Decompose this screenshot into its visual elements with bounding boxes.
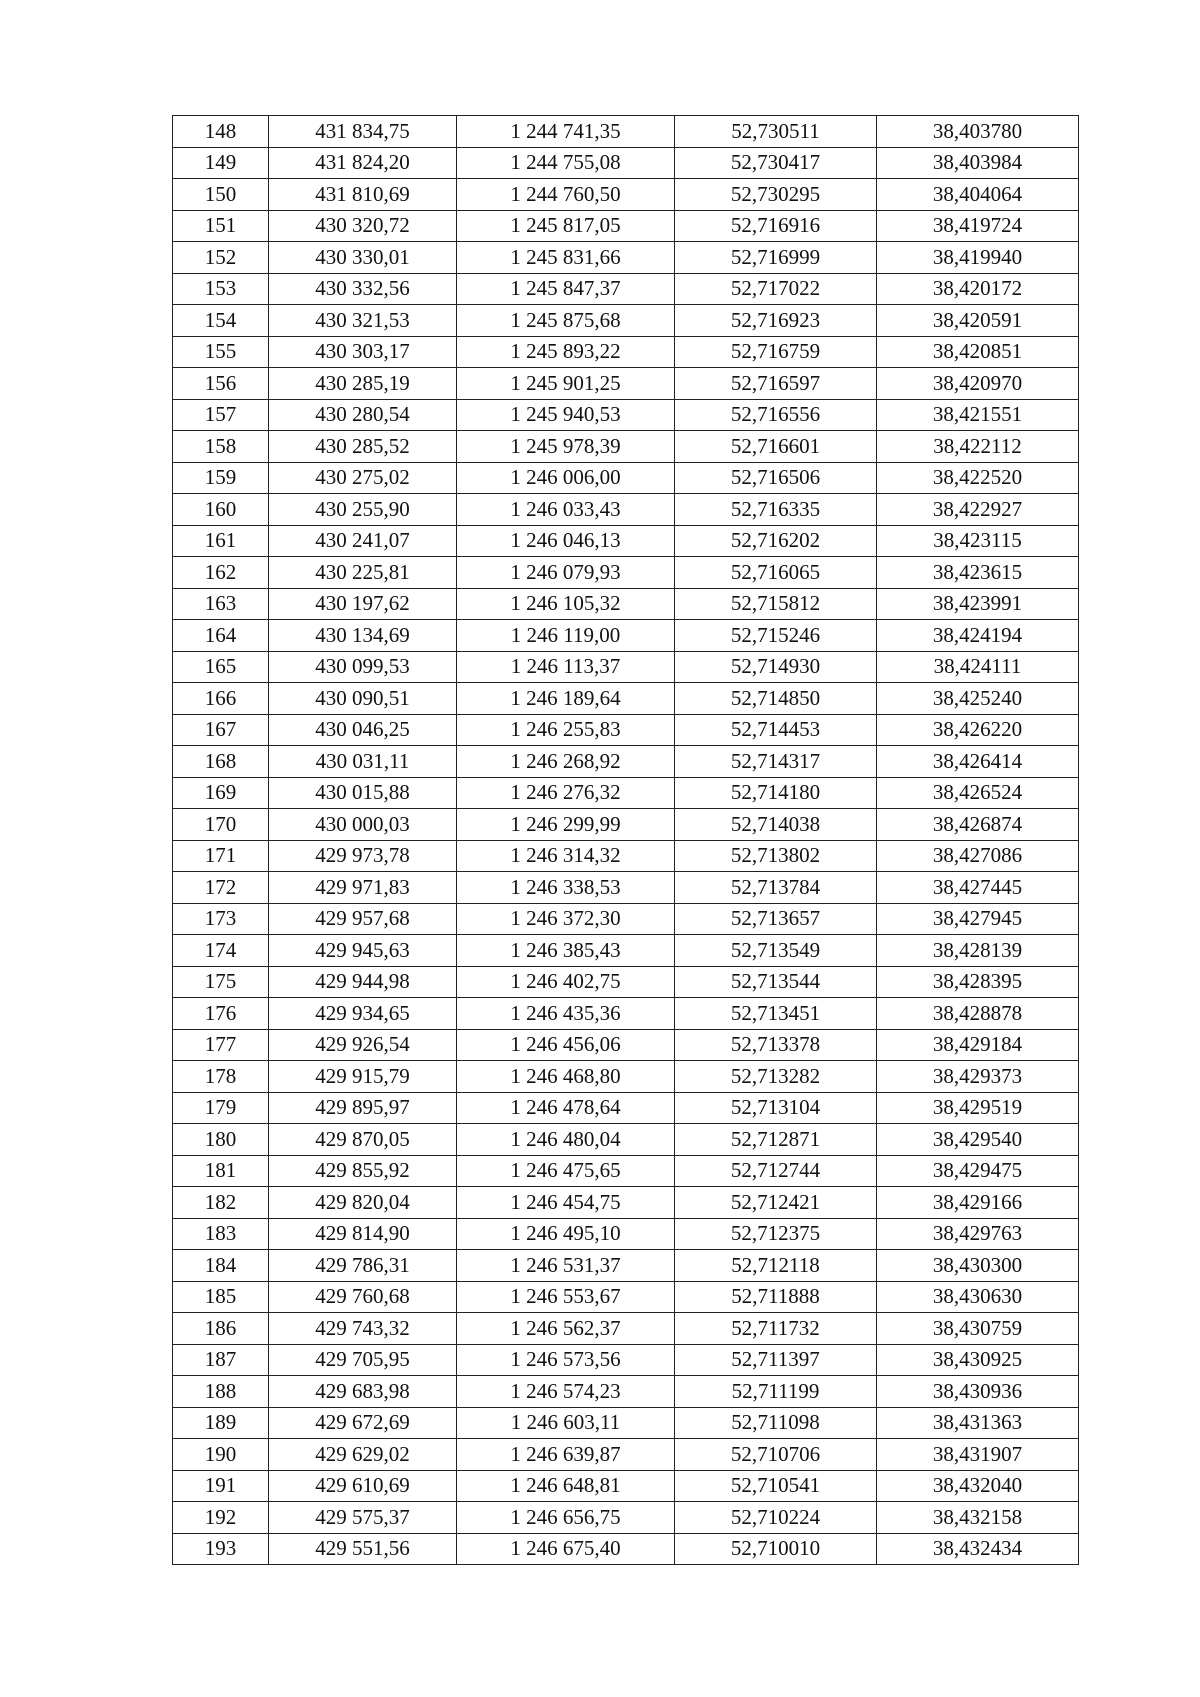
point-number-cell: 177 [173, 1029, 269, 1061]
longitude-cell: 38,430936 [877, 1376, 1079, 1408]
longitude-cell: 38,426524 [877, 777, 1079, 809]
point-number-cell: 181 [173, 1155, 269, 1187]
point-number-cell: 157 [173, 399, 269, 431]
x-coordinate-cell: 430 241,07 [269, 525, 457, 557]
latitude-cell: 52,716506 [675, 462, 877, 494]
table-row [173, 1092, 1079, 1124]
y-coordinate-cell: 1 246 573,56 [457, 1344, 675, 1376]
latitude-cell: 52,714850 [675, 683, 877, 715]
longitude-cell: 38,425240 [877, 683, 1079, 715]
y-coordinate-cell: 1 246 338,53 [457, 872, 675, 904]
y-coordinate-cell: 1 246 268,92 [457, 746, 675, 778]
table-row [173, 683, 1079, 715]
latitude-cell: 52,713104 [675, 1092, 877, 1124]
point-number-cell: 172 [173, 872, 269, 904]
point-number-cell: 148 [173, 116, 269, 148]
longitude-cell: 38,430300 [877, 1250, 1079, 1282]
longitude-cell: 38,420172 [877, 273, 1079, 305]
latitude-cell: 52,712118 [675, 1250, 877, 1282]
longitude-cell: 38,420970 [877, 368, 1079, 400]
x-coordinate-cell: 430 330,01 [269, 242, 457, 274]
coordinates-table [172, 115, 1079, 1565]
coordinates-table-body [173, 116, 1079, 1565]
latitude-cell: 52,711098 [675, 1407, 877, 1439]
point-number-cell: 167 [173, 714, 269, 746]
latitude-cell: 52,713451 [675, 998, 877, 1030]
table-row [173, 588, 1079, 620]
longitude-cell: 38,424111 [877, 651, 1079, 683]
x-coordinate-cell: 431 834,75 [269, 116, 457, 148]
longitude-cell: 38,431907 [877, 1439, 1079, 1471]
y-coordinate-cell: 1 246 105,32 [457, 588, 675, 620]
longitude-cell: 38,420851 [877, 336, 1079, 368]
longitude-cell: 38,424194 [877, 620, 1079, 652]
point-number-cell: 175 [173, 966, 269, 998]
point-number-cell: 189 [173, 1407, 269, 1439]
y-coordinate-cell: 1 245 817,05 [457, 210, 675, 242]
longitude-cell: 38,422520 [877, 462, 1079, 494]
latitude-cell: 52,730295 [675, 179, 877, 211]
longitude-cell: 38,429166 [877, 1187, 1079, 1219]
longitude-cell: 38,429475 [877, 1155, 1079, 1187]
x-coordinate-cell: 430 225,81 [269, 557, 457, 589]
table-row [173, 1029, 1079, 1061]
latitude-cell: 52,717022 [675, 273, 877, 305]
x-coordinate-cell: 429 575,37 [269, 1502, 457, 1534]
x-coordinate-cell: 429 683,98 [269, 1376, 457, 1408]
longitude-cell: 38,428139 [877, 935, 1079, 967]
x-coordinate-cell: 430 303,17 [269, 336, 457, 368]
y-coordinate-cell: 1 246 276,32 [457, 777, 675, 809]
x-coordinate-cell: 429 934,65 [269, 998, 457, 1030]
table-row [173, 273, 1079, 305]
latitude-cell: 52,714038 [675, 809, 877, 841]
point-number-cell: 193 [173, 1533, 269, 1565]
x-coordinate-cell: 429 926,54 [269, 1029, 457, 1061]
table-row [173, 1439, 1079, 1471]
longitude-cell: 38,432158 [877, 1502, 1079, 1534]
table-row [173, 399, 1079, 431]
longitude-cell: 38,431363 [877, 1407, 1079, 1439]
table-row [173, 1344, 1079, 1376]
point-number-cell: 178 [173, 1061, 269, 1093]
table-row [173, 651, 1079, 683]
y-coordinate-cell: 1 246 639,87 [457, 1439, 675, 1471]
table-row [173, 1155, 1079, 1187]
table-row [173, 1250, 1079, 1282]
point-number-cell: 164 [173, 620, 269, 652]
longitude-cell: 38,426220 [877, 714, 1079, 746]
latitude-cell: 52,714180 [675, 777, 877, 809]
latitude-cell: 52,716923 [675, 305, 877, 337]
y-coordinate-cell: 1 246 314,32 [457, 840, 675, 872]
table-row [173, 1061, 1079, 1093]
latitude-cell: 52,713657 [675, 903, 877, 935]
x-coordinate-cell: 429 610,69 [269, 1470, 457, 1502]
longitude-cell: 38,432434 [877, 1533, 1079, 1565]
x-coordinate-cell: 430 280,54 [269, 399, 457, 431]
x-coordinate-cell: 429 820,04 [269, 1187, 457, 1219]
latitude-cell: 52,713784 [675, 872, 877, 904]
point-number-cell: 173 [173, 903, 269, 935]
point-number-cell: 151 [173, 210, 269, 242]
table-row [173, 1502, 1079, 1534]
table-row [173, 336, 1079, 368]
latitude-cell: 52,711397 [675, 1344, 877, 1376]
longitude-cell: 38,422927 [877, 494, 1079, 526]
table-row [173, 557, 1079, 589]
y-coordinate-cell: 1 245 831,66 [457, 242, 675, 274]
table-row [173, 242, 1079, 274]
point-number-cell: 180 [173, 1124, 269, 1156]
table-row [173, 179, 1079, 211]
y-coordinate-cell: 1 246 553,67 [457, 1281, 675, 1313]
latitude-cell: 52,716597 [675, 368, 877, 400]
latitude-cell: 52,712421 [675, 1187, 877, 1219]
y-coordinate-cell: 1 246 006,00 [457, 462, 675, 494]
point-number-cell: 170 [173, 809, 269, 841]
point-number-cell: 183 [173, 1218, 269, 1250]
latitude-cell: 52,711199 [675, 1376, 877, 1408]
y-coordinate-cell: 1 246 435,36 [457, 998, 675, 1030]
latitude-cell: 52,712871 [675, 1124, 877, 1156]
y-coordinate-cell: 1 246 113,37 [457, 651, 675, 683]
x-coordinate-cell: 430 015,88 [269, 777, 457, 809]
y-coordinate-cell: 1 246 574,23 [457, 1376, 675, 1408]
latitude-cell: 52,711732 [675, 1313, 877, 1345]
y-coordinate-cell: 1 244 741,35 [457, 116, 675, 148]
latitude-cell: 52,716556 [675, 399, 877, 431]
latitude-cell: 52,714317 [675, 746, 877, 778]
longitude-cell: 38,420591 [877, 305, 1079, 337]
longitude-cell: 38,429540 [877, 1124, 1079, 1156]
y-coordinate-cell: 1 246 480,04 [457, 1124, 675, 1156]
longitude-cell: 38,428878 [877, 998, 1079, 1030]
x-coordinate-cell: 429 944,98 [269, 966, 457, 998]
x-coordinate-cell: 430 275,02 [269, 462, 457, 494]
point-number-cell: 163 [173, 588, 269, 620]
table-row [173, 1124, 1079, 1156]
latitude-cell: 52,716999 [675, 242, 877, 274]
y-coordinate-cell: 1 246 562,37 [457, 1313, 675, 1345]
latitude-cell: 52,716916 [675, 210, 877, 242]
longitude-cell: 38,427445 [877, 872, 1079, 904]
y-coordinate-cell: 1 246 079,93 [457, 557, 675, 589]
x-coordinate-cell: 430 255,90 [269, 494, 457, 526]
latitude-cell: 52,710706 [675, 1439, 877, 1471]
table-row [173, 777, 1079, 809]
latitude-cell: 52,716065 [675, 557, 877, 589]
latitude-cell: 52,714453 [675, 714, 877, 746]
latitude-cell: 52,715812 [675, 588, 877, 620]
point-number-cell: 179 [173, 1092, 269, 1124]
y-coordinate-cell: 1 244 755,08 [457, 147, 675, 179]
table-row [173, 872, 1079, 904]
longitude-cell: 38,432040 [877, 1470, 1079, 1502]
y-coordinate-cell: 1 246 475,65 [457, 1155, 675, 1187]
x-coordinate-cell: 429 855,92 [269, 1155, 457, 1187]
table-row [173, 746, 1079, 778]
point-number-cell: 182 [173, 1187, 269, 1219]
x-coordinate-cell: 429 895,97 [269, 1092, 457, 1124]
latitude-cell: 52,716759 [675, 336, 877, 368]
longitude-cell: 38,423115 [877, 525, 1079, 557]
point-number-cell: 160 [173, 494, 269, 526]
x-coordinate-cell: 431 824,20 [269, 147, 457, 179]
y-coordinate-cell: 1 246 468,80 [457, 1061, 675, 1093]
table-row [173, 1470, 1079, 1502]
point-number-cell: 162 [173, 557, 269, 589]
y-coordinate-cell: 1 245 901,25 [457, 368, 675, 400]
longitude-cell: 38,430759 [877, 1313, 1079, 1345]
table-row [173, 903, 1079, 935]
y-coordinate-cell: 1 246 454,75 [457, 1187, 675, 1219]
table-row [173, 1376, 1079, 1408]
y-coordinate-cell: 1 246 033,43 [457, 494, 675, 526]
x-coordinate-cell: 429 786,31 [269, 1250, 457, 1282]
table-row [173, 714, 1079, 746]
longitude-cell: 38,403780 [877, 116, 1079, 148]
y-coordinate-cell: 1 246 299,99 [457, 809, 675, 841]
table-row [173, 147, 1079, 179]
point-number-cell: 184 [173, 1250, 269, 1282]
point-number-cell: 192 [173, 1502, 269, 1534]
longitude-cell: 38,423615 [877, 557, 1079, 589]
point-number-cell: 150 [173, 179, 269, 211]
y-coordinate-cell: 1 246 255,83 [457, 714, 675, 746]
point-number-cell: 153 [173, 273, 269, 305]
x-coordinate-cell: 429 672,69 [269, 1407, 457, 1439]
longitude-cell: 38,429373 [877, 1061, 1079, 1093]
table-row [173, 494, 1079, 526]
y-coordinate-cell: 1 245 847,37 [457, 273, 675, 305]
x-coordinate-cell: 430 090,51 [269, 683, 457, 715]
table-row [173, 809, 1079, 841]
point-number-cell: 176 [173, 998, 269, 1030]
x-coordinate-cell: 430 197,62 [269, 588, 457, 620]
y-coordinate-cell: 1 245 940,53 [457, 399, 675, 431]
table-row [173, 1313, 1079, 1345]
longitude-cell: 38,419724 [877, 210, 1079, 242]
point-number-cell: 185 [173, 1281, 269, 1313]
y-coordinate-cell: 1 245 875,68 [457, 305, 675, 337]
x-coordinate-cell: 429 915,79 [269, 1061, 457, 1093]
longitude-cell: 38,404064 [877, 179, 1079, 211]
latitude-cell: 52,714930 [675, 651, 877, 683]
point-number-cell: 156 [173, 368, 269, 400]
table-row [173, 935, 1079, 967]
table-row [173, 1281, 1079, 1313]
x-coordinate-cell: 430 285,19 [269, 368, 457, 400]
latitude-cell: 52,710010 [675, 1533, 877, 1565]
y-coordinate-cell: 1 246 603,11 [457, 1407, 675, 1439]
latitude-cell: 52,730511 [675, 116, 877, 148]
table-row [173, 116, 1079, 148]
x-coordinate-cell: 430 285,52 [269, 431, 457, 463]
table-row [173, 966, 1079, 998]
table-row [173, 210, 1079, 242]
point-number-cell: 165 [173, 651, 269, 683]
x-coordinate-cell: 429 973,78 [269, 840, 457, 872]
y-coordinate-cell: 1 246 119,00 [457, 620, 675, 652]
x-coordinate-cell: 429 551,56 [269, 1533, 457, 1565]
x-coordinate-cell: 431 810,69 [269, 179, 457, 211]
latitude-cell: 52,710224 [675, 1502, 877, 1534]
point-number-cell: 169 [173, 777, 269, 809]
x-coordinate-cell: 429 629,02 [269, 1439, 457, 1471]
point-number-cell: 187 [173, 1344, 269, 1376]
x-coordinate-cell: 430 099,53 [269, 651, 457, 683]
y-coordinate-cell: 1 246 385,43 [457, 935, 675, 967]
longitude-cell: 38,428395 [877, 966, 1079, 998]
y-coordinate-cell: 1 246 478,64 [457, 1092, 675, 1124]
y-coordinate-cell: 1 246 402,75 [457, 966, 675, 998]
longitude-cell: 38,426414 [877, 746, 1079, 778]
latitude-cell: 52,713549 [675, 935, 877, 967]
point-number-cell: 171 [173, 840, 269, 872]
y-coordinate-cell: 1 245 893,22 [457, 336, 675, 368]
point-number-cell: 188 [173, 1376, 269, 1408]
point-number-cell: 154 [173, 305, 269, 337]
x-coordinate-cell: 429 945,63 [269, 935, 457, 967]
latitude-cell: 52,716202 [675, 525, 877, 557]
x-coordinate-cell: 430 000,03 [269, 809, 457, 841]
table-row [173, 462, 1079, 494]
x-coordinate-cell: 429 743,32 [269, 1313, 457, 1345]
latitude-cell: 52,715246 [675, 620, 877, 652]
y-coordinate-cell: 1 246 372,30 [457, 903, 675, 935]
x-coordinate-cell: 429 971,83 [269, 872, 457, 904]
y-coordinate-cell: 1 246 046,13 [457, 525, 675, 557]
y-coordinate-cell: 1 246 456,06 [457, 1029, 675, 1061]
y-coordinate-cell: 1 246 656,75 [457, 1502, 675, 1534]
y-coordinate-cell: 1 244 760,50 [457, 179, 675, 211]
table-row [173, 840, 1079, 872]
longitude-cell: 38,429184 [877, 1029, 1079, 1061]
latitude-cell: 52,730417 [675, 147, 877, 179]
y-coordinate-cell: 1 245 978,39 [457, 431, 675, 463]
x-coordinate-cell: 430 321,53 [269, 305, 457, 337]
point-number-cell: 149 [173, 147, 269, 179]
latitude-cell: 52,716335 [675, 494, 877, 526]
latitude-cell: 52,713282 [675, 1061, 877, 1093]
point-number-cell: 191 [173, 1470, 269, 1502]
point-number-cell: 158 [173, 431, 269, 463]
x-coordinate-cell: 430 320,72 [269, 210, 457, 242]
latitude-cell: 52,713378 [675, 1029, 877, 1061]
y-coordinate-cell: 1 246 648,81 [457, 1470, 675, 1502]
table-row [173, 1533, 1079, 1565]
latitude-cell: 52,711888 [675, 1281, 877, 1313]
y-coordinate-cell: 1 246 531,37 [457, 1250, 675, 1282]
x-coordinate-cell: 430 046,25 [269, 714, 457, 746]
longitude-cell: 38,426874 [877, 809, 1079, 841]
longitude-cell: 38,422112 [877, 431, 1079, 463]
point-number-cell: 166 [173, 683, 269, 715]
table-row [173, 1187, 1079, 1219]
x-coordinate-cell: 430 332,56 [269, 273, 457, 305]
longitude-cell: 38,430925 [877, 1344, 1079, 1376]
point-number-cell: 168 [173, 746, 269, 778]
table-row [173, 1218, 1079, 1250]
longitude-cell: 38,419940 [877, 242, 1079, 274]
table-row [173, 998, 1079, 1030]
table-row [173, 620, 1079, 652]
point-number-cell: 155 [173, 336, 269, 368]
table-row [173, 525, 1079, 557]
y-coordinate-cell: 1 246 189,64 [457, 683, 675, 715]
point-number-cell: 190 [173, 1439, 269, 1471]
longitude-cell: 38,427086 [877, 840, 1079, 872]
latitude-cell: 52,710541 [675, 1470, 877, 1502]
point-number-cell: 159 [173, 462, 269, 494]
x-coordinate-cell: 429 760,68 [269, 1281, 457, 1313]
x-coordinate-cell: 430 134,69 [269, 620, 457, 652]
point-number-cell: 186 [173, 1313, 269, 1345]
longitude-cell: 38,421551 [877, 399, 1079, 431]
latitude-cell: 52,716601 [675, 431, 877, 463]
y-coordinate-cell: 1 246 675,40 [457, 1533, 675, 1565]
latitude-cell: 52,713802 [675, 840, 877, 872]
x-coordinate-cell: 429 870,05 [269, 1124, 457, 1156]
x-coordinate-cell: 430 031,11 [269, 746, 457, 778]
x-coordinate-cell: 429 814,90 [269, 1218, 457, 1250]
longitude-cell: 38,429519 [877, 1092, 1079, 1124]
latitude-cell: 52,713544 [675, 966, 877, 998]
table-row [173, 1407, 1079, 1439]
longitude-cell: 38,423991 [877, 588, 1079, 620]
latitude-cell: 52,712375 [675, 1218, 877, 1250]
longitude-cell: 38,430630 [877, 1281, 1079, 1313]
point-number-cell: 174 [173, 935, 269, 967]
table-row [173, 368, 1079, 400]
latitude-cell: 52,712744 [675, 1155, 877, 1187]
point-number-cell: 161 [173, 525, 269, 557]
y-coordinate-cell: 1 246 495,10 [457, 1218, 675, 1250]
x-coordinate-cell: 429 705,95 [269, 1344, 457, 1376]
longitude-cell: 38,403984 [877, 147, 1079, 179]
table-row [173, 431, 1079, 463]
table-row [173, 305, 1079, 337]
longitude-cell: 38,427945 [877, 903, 1079, 935]
point-number-cell: 152 [173, 242, 269, 274]
x-coordinate-cell: 429 957,68 [269, 903, 457, 935]
longitude-cell: 38,429763 [877, 1218, 1079, 1250]
